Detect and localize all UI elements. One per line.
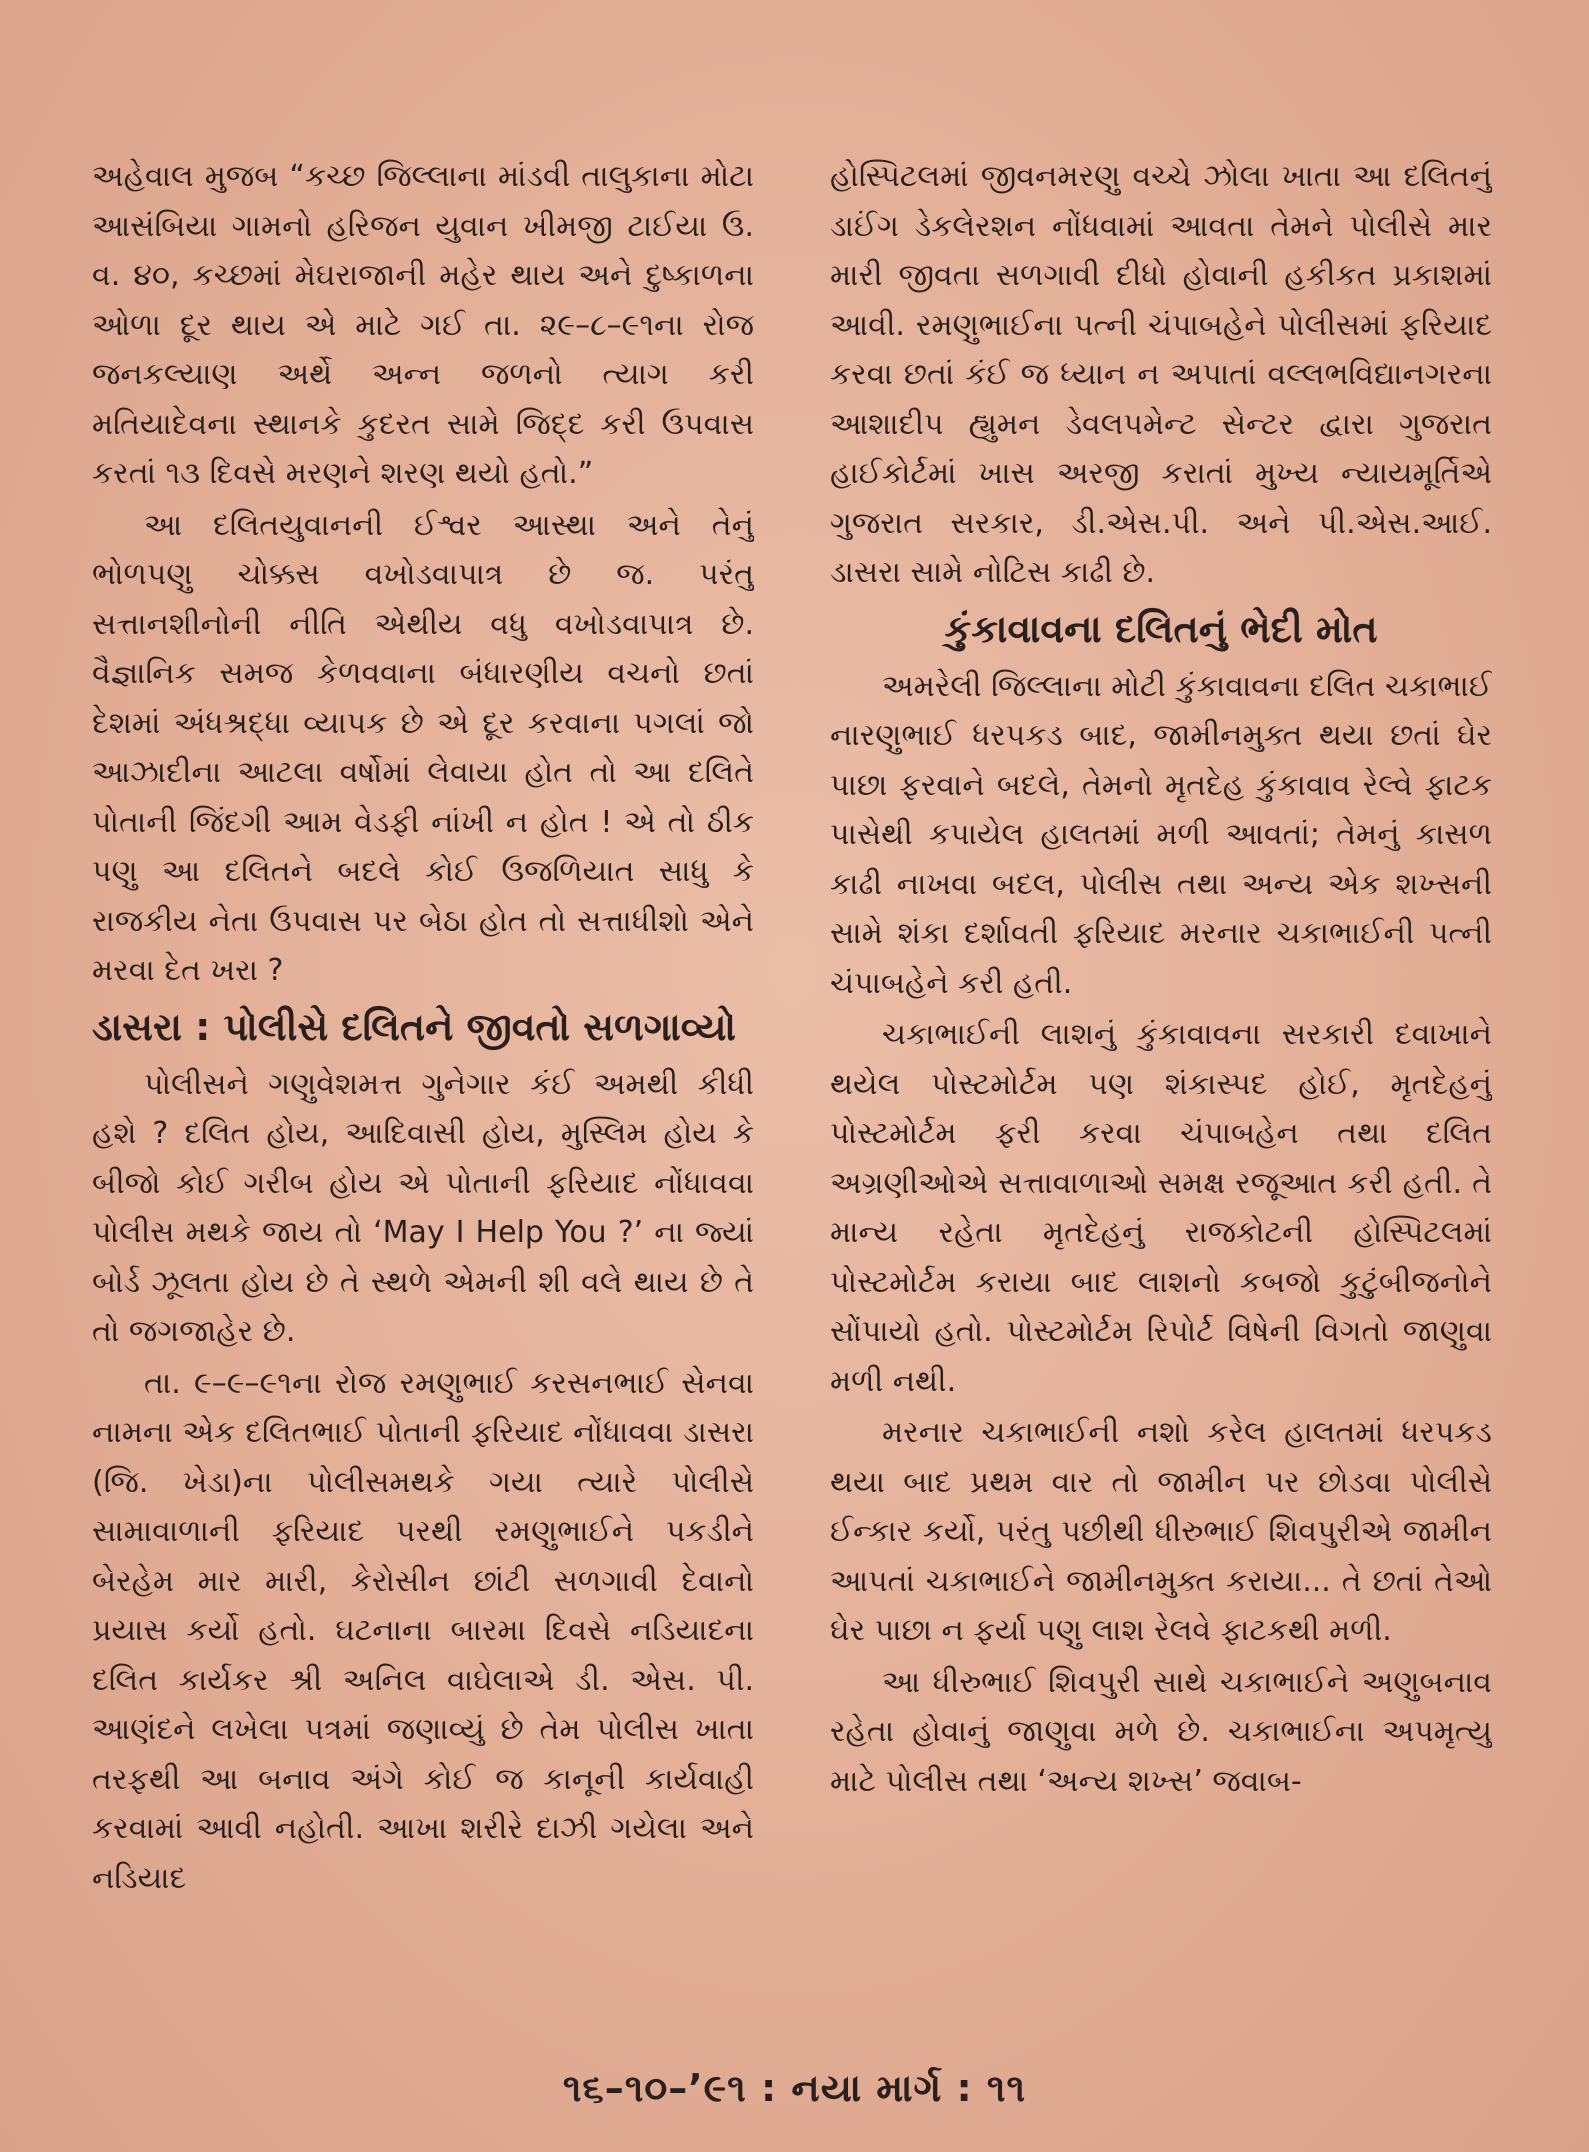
paragraph: અહેવાલ મુજબ “કચ્છ જિલ્લાના માંડવી તાલુકાના મોટા આસંબિયા ગામનો હરિજન યુવાન ખીમજી ટાઈયા ઉ. વ. ૪૦, કચ્છમાં મેઘરાજાની મહેર થાય અને દુષ્કાળના ઓળા દૂર થાય એ માટે ગઈ તા. ૨૯–૮–૯૧ના રોજ જનકલ્યાણ અર્થે અન્ન જળનો ત્યાગ કરી મતિયાદેવના સ્થાનકે કુદરત સામે જિદ્દ કરી ઉપવાસ કરતાં ૧૩ દિવસે મરણને શરણ થયો હતો.” [92, 159, 754, 491]
page-footer: ૧૬–૧૦–’૯૧ : નયા માર્ગ : ૧૧ [562, 2066, 1027, 2110]
paragraph: મરનાર ચકાભાઈની નશો કરેલ હાલતમાં ધરપકડ થયા બાદ પ્રથમ વાર તો જામીન પર છોડવા પોલીસે ઈન્કાર કર્યો, પરંતુ પછીથી ધીરુભાઈ શિવપુરીએ જામીન આપતાં ચકાભાઈને જામીનમુક્ત કરાયા... તે છતાં તેઓ ઘેર પાછા ન ફર્યા પણુ લાશ રેલવે ફાટકથી મળી. [830, 1415, 1492, 1648]
paragraph: હોસ્પિટલમાં જીવનમરણુ વચ્ચે ઝોલા ખાતા આ દલિતનું ડાઈંગ ડેકલેરશન નોંધવામાં આવતા તેમને પોલીસે માર મારી જીવતા સળગાવી દીધો હોવાની હકીકત પ્રકાશમાં આવી. રમણુભાઈના પત્ની ચંપાબહેને પોલીસમાં ફરિયાદ કરવા છતાં કંઈ જ ધ્યાન ન અપાતાં વલ્લભવિદ્યાનગરના આશાદીપ હ્યુમન ડેવલપમેન્ટ સેન્ટર દ્વારા ગુજરાત હાઈકોર્ટમાં ખાસ અરજી કરાતાં મુખ્ય ન્યાયમૂર્તિએ ગુજરાત સરકાર, ડી.એસ.પી. અને પી.એસ.આઈ. ડાસરા સામે નોટિસ કાઢી છે. [830, 159, 1492, 590]
left-column [92, 152, 754, 2002]
paragraph: પોલીસને ગણુવેશમત્ત ગુનેગાર કંઈ અમથી કીધી હશે ? દલિત હોય, આદિવાસી હોય, મુસ્લિમ હોય કે બીજો કોઈ ગરીબ હોય એ પોતાની ફરિયાદ નોંધાવવા પોલીસ મથકે જાય તો ‘May I Help You ?’ ના જ્યાં બોર્ડ ઝૂલતા હોય છે તે સ્થળે એમની શી વલે થાય છે તે તો જગજાહેર છે. [92, 1066, 754, 1349]
paragraph: ચકાભાઈની લાશનું કુંકાવાવના સરકારી દવાખાને થયેલ પોસ્ટમોર્ટમ પણ શંકાસ્પદ હોઈ, મૃતદેહનું પોસ્ટમોર્ટમ ફરી કરવા ચંપાબહેન તથા દલિત અગ્રણીઓએ સત્તાવાળાઓ સમક્ષ રજૂઆત કરી હતી. તે માન્ય રહેતા મૃતદેહનું રાજકોટની હોસ્પિટલમાં પોસ્ટમોર્ટમ કરાયા બાદ લાશનો કબજો કુટુંબીજનોને સોંપાયો હતો. પોસ્ટમોર્ટમ રિપોર્ટ વિષેની વિગતો જાણુવા મળી નથી. [830, 1017, 1492, 1399]
section-heading: કુંકાવાવના દલિતનું ભેદી મોત [944, 606, 1378, 651]
section-heading: ડાસરા : પોલીસે દલિતને જીવતો સળગાવ્યો [92, 1004, 736, 1049]
paragraph: અમરેલી જિલ્લાના મોટી કુંકાવાવના દલિત ચકાભાઈ નારણુભાઈ ધરપકડ બાદ, જામીનમુક્ત થયા છતાં ઘેર પાછા ફરવાને બદલે, તેમનો મૃતદેહ કુંકાવાવ રેલ્વે ફાટક પાસેથી કપાયેલ હાલતમાં મળી આવતાં; તેમનું કાસળ કાઢી નાખવા બદલ, પોલીસ તથા અન્ય એક શખ્સની સામે શંકા દર્શાવતી ફરિયાદ મરનાર ચકાભાઈની પત્ની ચંપાબહેને કરી હતી. [830, 668, 1492, 1001]
paragraph: આ ધીરુભાઈ શિવપુરી સાથે ચકાભાઈને અણુબનાવ રહેતા હોવાનું જાણુવા મળે છે. ચકાભાઈના અપમૃત્યુ માટે પોલીસ તથા ‘અન્ય શખ્સ’ જવાબ- [830, 1664, 1492, 1799]
paragraph: તા. ૯–૯–૯૧ના રોજ રમણુભાઈ કરસનભાઈ સેનવા નામના એક દલિતભાઈ પોતાની ફરિયાદ નોંધાવવા ડાસરા (જિ. ખેડા)ના પોલીસમથકે ગયા ત્યારે પોલીસે સામાવાળાની ફરિયાદ પરથી રમણુભાઈને પકડીને બેરહેમ માર મારી, કેરોસીન છાંટી સળગાવી દેવાનો પ્રયાસ કર્યો હતો. ઘટનાના બારમા દિવસે નડિયાદના દલિત કાર્યકર શ્રી અનિલ વાઘેલાએ ડી. એસ. પી. આણંદને લખેલા પત્રમાં જણાવ્યું છે તેમ પોલીસ ખાતા તરફથી આ બનાવ અંગે કોઈ જ કાનૂની કાર્યવાહી કરવામાં આવી નહોતી. આખા શરીરે દાઝી ગયેલા અને નડિયાદ [92, 1365, 754, 1896]
right-column [830, 152, 1492, 2002]
paragraph: આ દલિતયુવાનની ઈશ્વર આસ્થા અને તેનું ભોળપણુ ચોક્કસ વખોડવાપાત્ર છે જ. પરંતુ સત્તાનશીનોની નીતિ એથીય વધુ વખોડવાપાત્ર છે. વૈજ્ઞાનિક સમજ કેળવવાના બંધારણીય વચનો છતાં દેશમાં અંધશ્રદ્ધા વ્યાપક છે એ દૂર કરવાના પગલાં જો આઝાદીના આટલા વર્ષોમાં લેવાયા હોત તો આ દલિતે પોતાની જિંદગી આમ વેડફી નાંખી ન હોત ! એ તો ઠીક પણુ આ દલિતને બદલે કોઈ ઉજળિયાત સાધુ કે રાજકીય નેતા ઉપવાસ પર બેઠા હોત તો સત્તાધીશો એને મરવા દેત ખરા ? [92, 507, 754, 988]
text-columns [92, 152, 1492, 2002]
